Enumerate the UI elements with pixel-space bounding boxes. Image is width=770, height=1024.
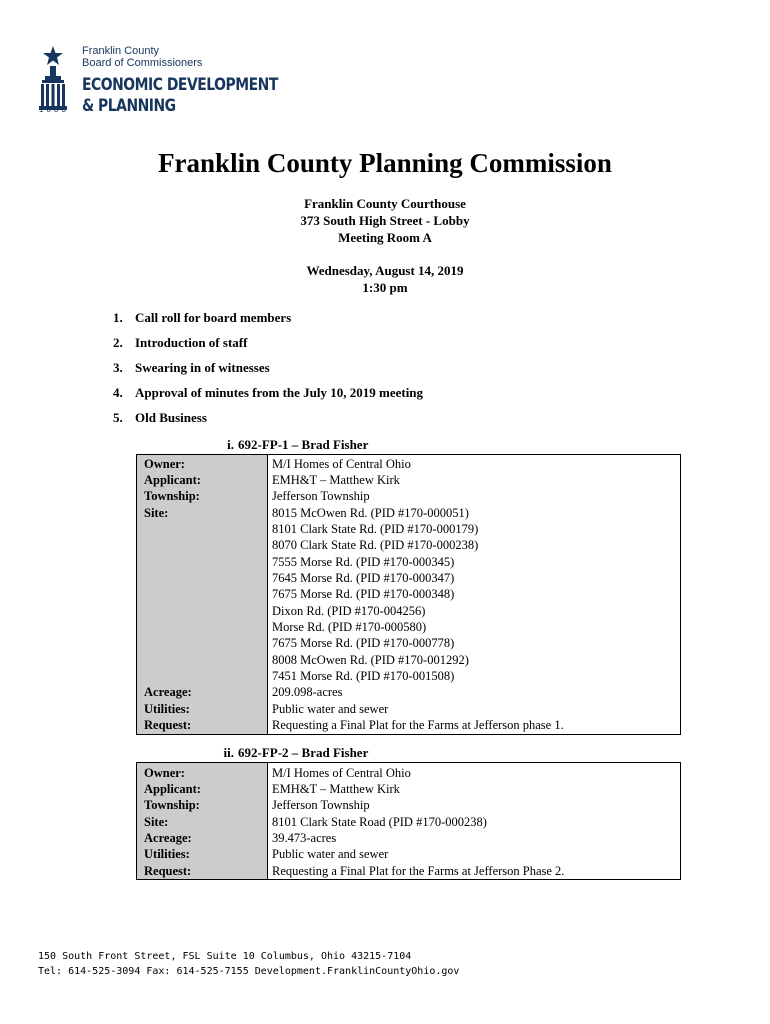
agenda-number: 4. [113, 385, 123, 400]
township-label: Township: [144, 489, 200, 503]
site-value: 8070 Clark State Rd. (PID #170-000238) [272, 538, 479, 552]
case-table [136, 454, 681, 735]
footer-contact: Tel: 614-525-3094 Fax: 614-525-7155 Development.FranklinCountyOhio.gov [38, 966, 460, 977]
agenda-text: Swearing in of witnesses [135, 360, 270, 375]
footer-address: 150 South Front Street, FSL Suite 10 Columbus, Ohio 43215-7104 [38, 951, 412, 962]
site-value: 7555 Morse Rd. (PID #170-000345) [272, 555, 455, 569]
location-address: 373 South High Street - Lobby [300, 213, 470, 228]
case-title: 692-FP-2 – Brad Fisher [238, 745, 369, 760]
location-room: Meeting Room A [338, 230, 432, 245]
site-value: 8101 Clark State Road (PID #170-000238) [272, 815, 487, 829]
acreage-label: Acreage: [144, 685, 192, 699]
applicant-label: Applicant: [144, 782, 201, 796]
site-label: Site: [144, 506, 169, 520]
location-building: Franklin County Courthouse [304, 196, 466, 211]
owner-label: Owner: [144, 457, 185, 471]
agenda-text: Old Business [135, 410, 207, 425]
owner-label: Owner: [144, 766, 185, 780]
logo-year: 1803 [39, 105, 69, 114]
case-table [136, 762, 681, 880]
request-label: Request: [144, 718, 192, 732]
site-value: 7675 Morse Rd. (PID #170-000348) [272, 587, 455, 601]
request-value: Requesting a Final Plat for the Farms at Jefferson Phase 2. [272, 864, 565, 878]
meeting-time: 1:30 pm [362, 280, 408, 295]
meeting-date: Wednesday, August 14, 2019 [306, 263, 464, 278]
site-value: Morse Rd. (PID #170-000580) [272, 620, 427, 634]
township-value: Jefferson Township [272, 798, 370, 812]
utilities-value: Public water and sewer [272, 847, 389, 861]
agenda-item [113, 335, 423, 360]
applicant-label: Applicant: [144, 473, 201, 487]
column-divider [267, 763, 268, 879]
site-label: Site: [144, 815, 169, 829]
logo-department-line-1: ECONOMIC DEVELOPMENT [82, 75, 278, 95]
applicant-value: EMH&T – Matthew Kirk [272, 782, 400, 796]
township-value: Jefferson Township [272, 489, 370, 503]
logo-department-line-2: & PLANNING [82, 96, 176, 116]
site-value: 8101 Clark State Rd. (PID #170-000179) [272, 522, 479, 536]
owner-value: M/I Homes of Central Ohio [272, 457, 411, 471]
site-value: 8008 McOwen Rd. (PID #170-001292) [272, 653, 469, 667]
agenda-list [113, 310, 423, 435]
site-value: 7645 Morse Rd. (PID #170-000347) [272, 571, 455, 585]
request-value: Requesting a Final Plat for the Farms at Jefferson phase 1. [272, 718, 564, 732]
agenda-item [113, 310, 423, 335]
owner-value: M/I Homes of Central Ohio [272, 766, 411, 780]
agenda-text: Approval of minutes from the July 10, 2019 meeting [135, 385, 424, 400]
request-label: Request: [144, 864, 192, 878]
applicant-value: EMH&T – Matthew Kirk [272, 473, 400, 487]
site-value: 7675 Morse Rd. (PID #170-000778) [272, 636, 455, 650]
agenda-number: 2. [113, 335, 123, 350]
page-title: Franklin County Planning Commission [158, 148, 612, 178]
county-logo [36, 44, 278, 120]
case-numeral: ii. [223, 745, 234, 760]
utilities-label: Utilities: [144, 847, 190, 861]
agenda-number: 3. [113, 360, 123, 375]
agenda-number: 1. [113, 310, 123, 325]
acreage-value: 209.098-acres [272, 685, 343, 699]
agenda-item [113, 385, 423, 410]
case-heading [209, 745, 368, 761]
case-title: 692-FP-1 – Brad Fisher [238, 437, 369, 452]
utilities-label: Utilities: [144, 702, 190, 716]
township-label: Township: [144, 798, 200, 812]
logo-org-line-2: Board of Commissioners [82, 57, 203, 69]
agenda-text: Call roll for board members [135, 310, 292, 325]
site-value: 7451 Morse Rd. (PID #170-001508) [272, 669, 455, 683]
site-value: Dixon Rd. (PID #170-004256) [272, 604, 426, 618]
case-heading [209, 437, 368, 453]
utilities-value: Public water and sewer [272, 702, 389, 716]
column-divider [267, 455, 268, 734]
agenda-number: 5. [113, 410, 123, 425]
agenda-text: Introduction of staff [135, 335, 248, 350]
logo-org-line-1: Franklin County [82, 45, 160, 57]
acreage-value: 39.473-acres [272, 831, 337, 845]
case-numeral: i. [227, 437, 234, 452]
agenda-item [113, 410, 423, 435]
acreage-label: Acreage: [144, 831, 192, 845]
agenda-item [113, 360, 423, 385]
site-value: 8015 McOwen Rd. (PID #170-000051) [272, 506, 469, 520]
